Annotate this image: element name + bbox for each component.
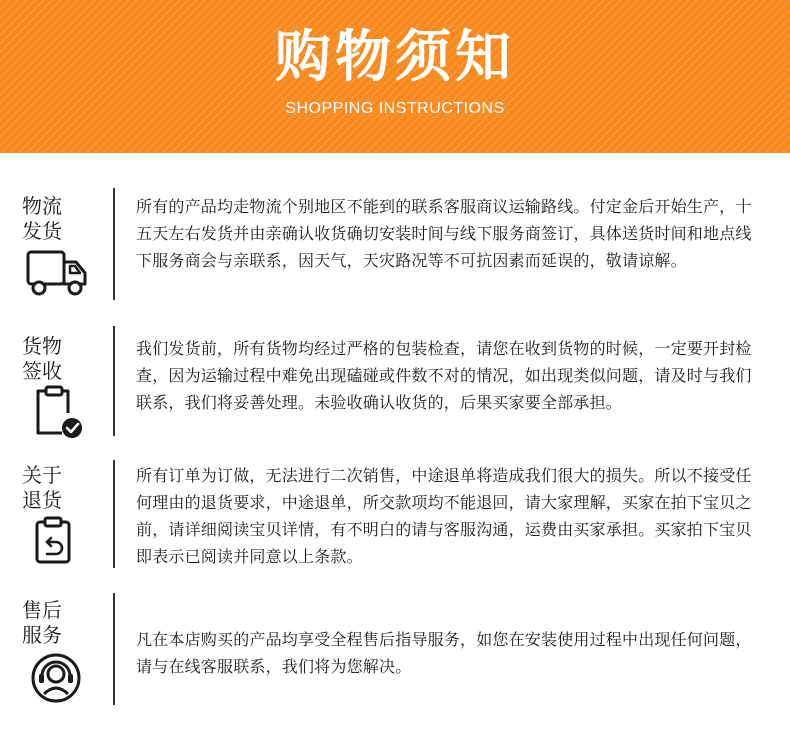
- section-text: 所有的产品均走物流个别地区不能到的联系客服商议运输路线。付定金后开始生产，十五天左右发货并由亲确认收货确切安装时间与线下服务商签订，具体送货时间和地点线下服务商会与亲联系，因天气，天灾路况等不可抗因素而延误的，敬请谅解。: [136, 197, 752, 270]
- section-divider: [113, 326, 115, 436]
- truck-icon: [26, 248, 88, 298]
- page-title: 购物须知: [275, 25, 515, 90]
- section-text: 凡在本店购买的产品均享受全程售后指导服务，如您在安装使用过程中出现任何问题，请与在线客服联系，我们将为您解决。: [136, 630, 752, 676]
- section-text: 我们发货前，所有货物均经过严格的包装检查，请您在收到货物的时候，一定要开封检查，因为运输过程中难免出现磕碰或件数不对的情况，如出现类似问题，请及时与我们联系，我们将妥善处理。未验收确认收货的，后果买家要全部承担。: [136, 339, 752, 412]
- section-divider: [113, 188, 115, 300]
- label-line-1: 货物: [22, 334, 62, 358]
- section-divider: [113, 593, 115, 705]
- label-line-1: 关于: [22, 463, 62, 487]
- label-line-2: 签收: [22, 359, 62, 383]
- clipboard-check-icon: [34, 385, 84, 439]
- label-line-2: 发货: [22, 219, 62, 243]
- page-subtitle: SHOPPING INSTRUCTIONS: [285, 100, 505, 117]
- section-label: [22, 463, 86, 513]
- label-line-2: 退货: [22, 488, 62, 512]
- label-line-2: 服务: [22, 623, 62, 647]
- headset-agent-icon: [30, 652, 82, 704]
- section-label: [22, 194, 86, 244]
- label-line-1: 物流: [22, 194, 62, 218]
- section-label: [22, 598, 86, 648]
- clipboard-return-icon: [34, 516, 74, 566]
- section-text: 所有订单为订做，无法进行二次销售，中途退单将造成我们很大的损失。所以不接受任何理由的退货要求，中途退单，所交款项均不能退回，请大家理解，买家在拍下宝贝之前，请详细阅读宝贝详情，有不明白的请与客服沟通，运费由买家承担。买家拍下宝贝即表示已阅读并同意以上条款。: [136, 466, 752, 566]
- section-label: [22, 334, 86, 384]
- section-divider: [113, 460, 115, 568]
- header-banner: [0, 0, 790, 153]
- label-line-1: 售后: [22, 598, 62, 622]
